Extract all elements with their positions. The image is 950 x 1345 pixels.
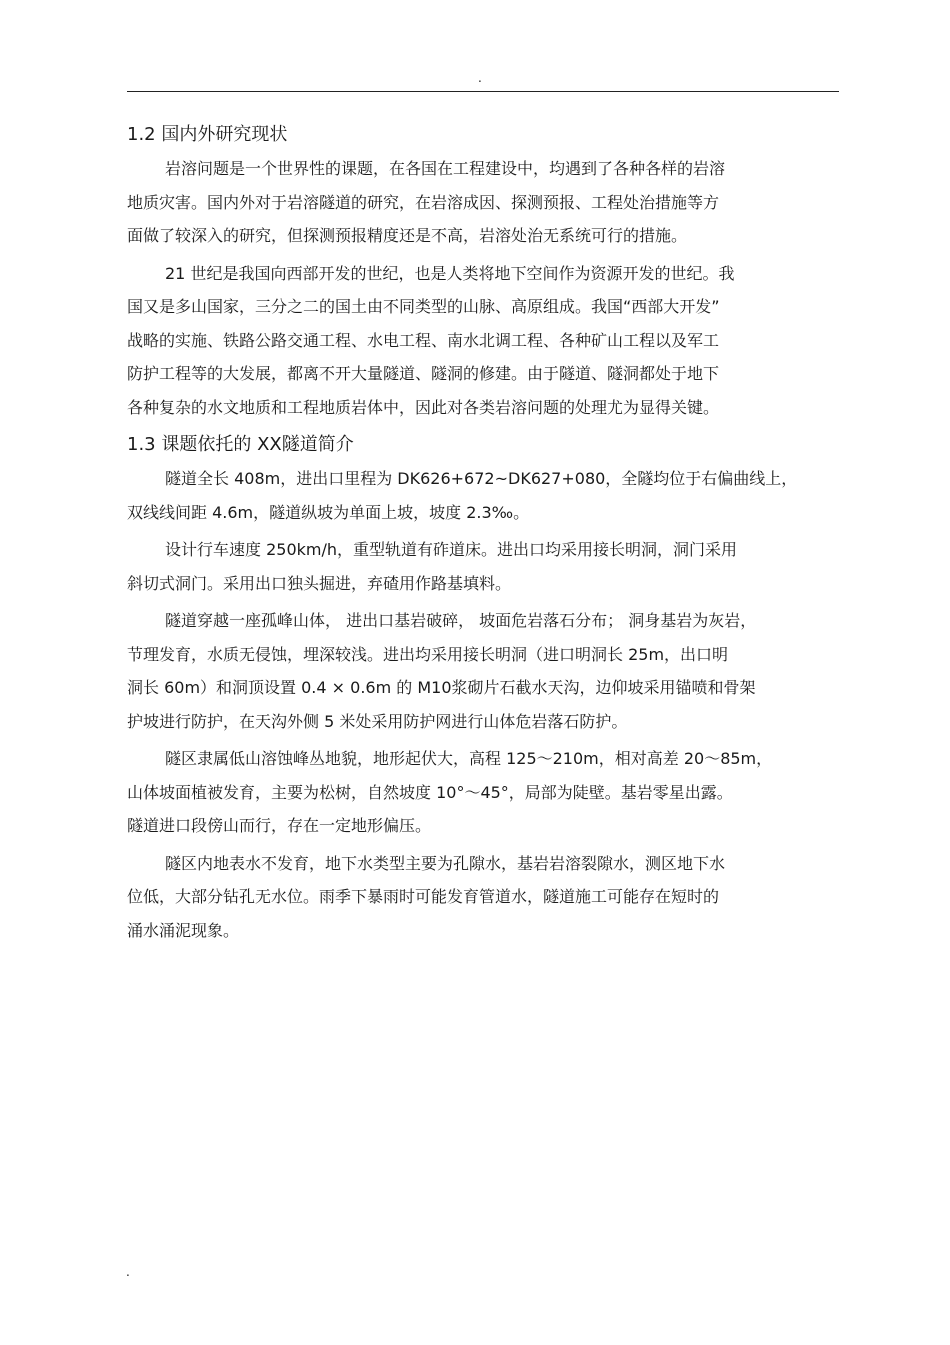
paragraph: [127, 533, 839, 600]
section-heading: 1.2 国内外研究现状: [127, 124, 288, 145]
footer-mark: .: [126, 1265, 130, 1279]
paragraph: [127, 152, 839, 253]
text-line: 防护工程等的大发展，都离不开大量隧道、隧洞的修建。由于隧道、隧洞都处于地下: [127, 364, 720, 383]
text-line: 山体坡面植被发育，主要为松树，自然坡度 10°～45°，局部为陡壁。基岩零星出露。: [127, 782, 733, 802]
text-line: 隧区内地表水不发育，地下水类型主要为孔隙水，基岩岩溶裂隙水，测区地下水: [165, 853, 726, 873]
paragraph: [127, 847, 839, 948]
paragraph: [127, 462, 839, 529]
text-line: 岩溶问题是一个世界性的课题，在各国在工程建设中，均遇到了各种各样的岩溶: [165, 159, 726, 178]
text-line: 各种复杂的水文地质和工程地质岩体中，因此对各类岩溶问题的处理尤为显得关键。: [127, 397, 720, 417]
text-line: 洞长 60m）和洞顶设置 0.4 × 0.6m 的 M10浆砌片石截水天沟，边仰坡采用锚喷和骨架: [127, 678, 756, 697]
text-line: 护坡进行防护，在天沟外侧 5 米处采用防护网进行山体危岩落石防护。: [127, 711, 628, 731]
text-line: 国又是多山国家，三分之二的国土由不同类型的山脉、高原组成。我国“西部大开发”: [127, 297, 720, 316]
paragraph: [127, 604, 839, 738]
text-line: 面做了较深入的研究，但探测预报精度还是不高，岩溶处治无系统可行的措施。: [127, 226, 688, 245]
text-line: 双线线间距 4.6m，隧道纵坡为单面上坡，坡度 2.3‰。: [127, 502, 530, 522]
paragraph: [127, 742, 839, 843]
section-1-3: [127, 428, 839, 947]
text-line: 隧道全长 408m，进出口里程为 DK626+672~DK627+080，全隧均位于右偏曲线上，: [165, 469, 798, 488]
paragraph: [127, 257, 839, 425]
section-heading: 1.3 课题依托的 XX隧道简介: [127, 434, 354, 455]
header-mark: .: [478, 71, 482, 85]
text-line: 节理发育，水质无侵蚀，埋深较浅。进出均采用接长明洞（进口明洞长 25m，出口明: [127, 644, 729, 664]
text-line: 隧道进口段傍山而行，存在一定地形偏压。: [127, 816, 432, 835]
header-rule: [127, 91, 839, 92]
text-line: 21 世纪是我国向西部开发的世纪，也是人类将地下空间作为资源开发的世纪。我: [165, 263, 735, 283]
document-body: [127, 118, 839, 951]
text-line: 斜切式洞门。采用出口独头掘进，弃碴用作路基填料。: [127, 573, 512, 593]
text-line: 隧区隶属低山溶蚀峰丛地貌，地形起伏大，高程 125～210m，相对高差 20～85m，: [165, 749, 773, 768]
text-line: 设计行车速度 250km/h，重型轨道有砟道床。进出口均采用接长明洞，洞门采用: [165, 540, 738, 559]
text-line: 战略的实施、铁路公路交通工程、水电工程、南水北调工程、各种矿山工程以及军工: [127, 330, 720, 350]
text-line: 位低，大部分钻孔无水位。雨季下暴雨时可能发育管道水，隧道施工可能存在短时的: [127, 887, 720, 906]
text-line: 涌水涌泥现象。: [127, 920, 240, 940]
section-1-2: [127, 118, 839, 424]
text-line: 地质灾害。国内外对于岩溶隧道的研究，在岩溶成因、探测预报、工程处治措施等方: [127, 192, 720, 212]
text-line: 隧道穿越一座孤峰山体， 进出口基岩破碎， 坡面危岩落石分布； 洞身基岩为灰岩，: [165, 611, 757, 630]
